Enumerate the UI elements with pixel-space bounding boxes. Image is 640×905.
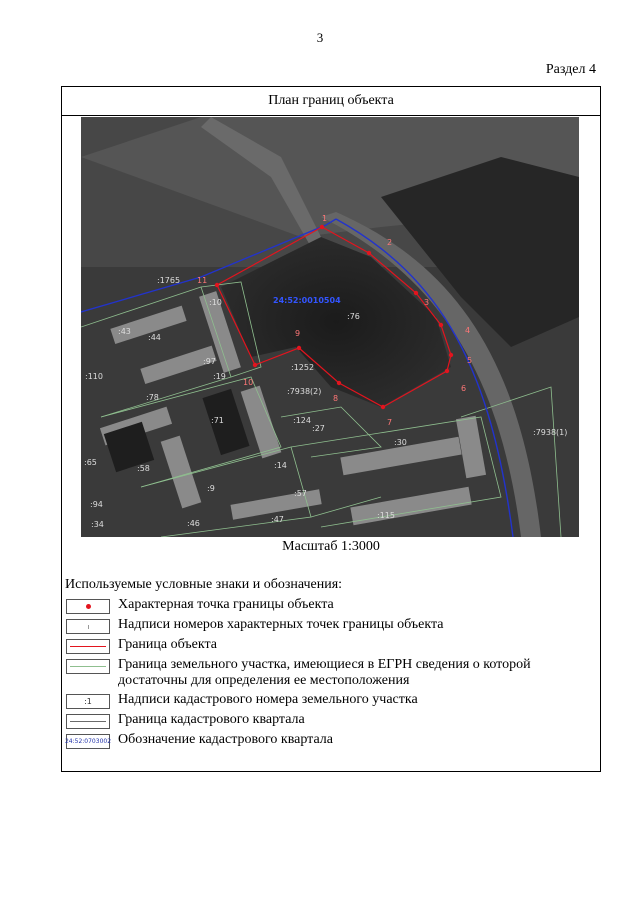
legend-text: Обозначение кадастрового квартала [118,732,333,747]
legend-item-point-number [66,617,596,634]
legend-swatch [66,659,110,674]
legend-text: Граница объекта [118,637,217,652]
point-label-6: 6 [461,384,467,393]
legend-text: Характерная точка границы объекта [118,597,334,612]
point-label-7: 7 [387,418,393,427]
scale-label: Масштаб 1:3000 [282,539,380,554]
parcel-label: :47 [271,515,284,524]
legend-swatch [66,694,110,709]
boundary-point-4 [439,323,443,327]
point-number-icon [88,625,89,629]
parcel-label: :58 [137,464,150,473]
section-label: Раздел 4 [545,62,596,77]
legend-text: Граница земельного участка, имеющиеся в ЕГРН сведения о которой достаточны для определения ее местоположения [118,657,531,688]
point-label-5: 5 [467,356,473,365]
parcel-label: :46 [187,519,200,528]
legend-title: Используемые условные знаки и обозначения: [65,577,343,592]
legend-text: Граница кадастрового квартала [118,712,305,727]
legend-item-object-boundary [66,637,596,654]
boundary-point-2 [367,251,371,255]
point-label-11: 11 [197,276,208,285]
legend-swatch [66,639,110,654]
parcel-label: :44 [148,333,161,342]
legend-swatch [66,619,110,634]
legend-text: Надписи номеров характерных точек границы объекта [118,617,444,632]
point-label-1: 1 [322,214,328,223]
legend [66,597,596,752]
parcel-label: :10 [209,298,222,307]
parcel-label: :30 [394,438,407,447]
parcel-label: :7938(1) [533,428,568,437]
parcel-label: :14 [274,461,287,470]
parcel-label: :34 [91,520,104,529]
boundary-point-11 [215,283,219,287]
parcel-label: :43 [118,327,131,336]
parcel-label: :57 [294,489,307,498]
quarter-label: 24:52:0010504 [273,296,341,305]
page-number: 3 [316,30,324,45]
parcel-label: :1252 [291,363,315,372]
parcel-label: :94 [90,500,103,509]
legend-swatch [66,599,110,614]
plan-frame [61,86,601,772]
legend-text: Надписи кадастрового номера земельного участка [118,692,418,707]
point-label-8: 8 [333,394,339,403]
boundary-point-5 [449,353,453,357]
legend-item-point [66,597,596,614]
parcel-label: :19 [213,372,226,381]
legend-item-parcel-number [66,692,596,709]
parcel-label: :97 [203,357,216,366]
map-canvas [81,117,579,537]
legend-item-quarter-boundary [66,712,596,729]
parcel-label: :124 [293,416,311,425]
point-label-9: 9 [295,329,301,338]
green-line-icon [70,666,106,667]
parcel-label: :27 [312,424,325,433]
legend-item-quarter-label [66,732,596,749]
parcel-label: :110 [85,372,103,381]
parcel-label: :76 [347,312,360,321]
gray-line-icon [70,721,106,722]
parcel-label: :71 [211,416,224,425]
red-line-icon [70,646,106,647]
plan-title: План границ объекта [62,87,600,116]
boundary-point-10 [253,363,257,367]
legend-item-parcel-boundary [66,657,596,689]
boundary-point-6 [445,369,449,373]
red-dot-icon [86,604,91,609]
boundary-point-3 [414,291,418,295]
parcel-label: :9 [207,484,215,493]
legend-swatch [66,734,110,749]
parcel-label: :78 [146,393,159,402]
boundary-point-9 [297,346,301,350]
parcel-label: :65 [84,458,97,467]
point-label-10: 10 [243,378,254,387]
point-label-4: 4 [465,326,471,335]
parcel-label: :7938(2) [287,387,322,396]
parcel-number-icon: :1 [84,697,92,706]
point-label-2: 2 [387,238,393,247]
boundary-point-8 [337,381,341,385]
parcel-label: :115 [377,511,395,520]
legend-swatch [66,714,110,729]
boundary-point-1 [320,225,324,229]
satellite-map [81,117,579,537]
quarter-label-icon: 24:52:0703002 [64,738,112,745]
boundary-point-7 [381,405,385,409]
parcel-label: :1765 [157,276,181,285]
point-label-3: 3 [424,298,430,307]
